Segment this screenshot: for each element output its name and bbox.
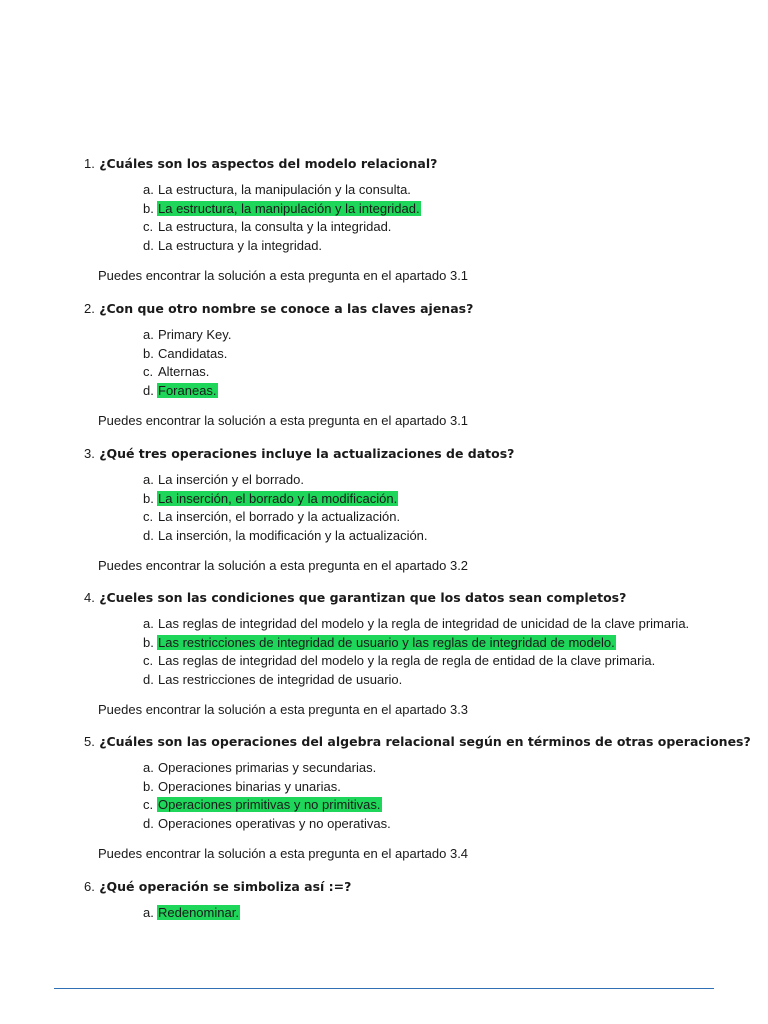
answer-option <box>143 490 724 509</box>
option-letter: d. <box>143 816 154 832</box>
question-title <box>84 446 724 462</box>
answer-option <box>143 237 724 256</box>
question-number: 3. <box>84 446 95 461</box>
solution-hint: Puedes encontrar la solución a esta pregunta en el apartado 3.4 <box>98 845 469 861</box>
answer-option <box>143 671 724 690</box>
answer-options <box>143 471 724 546</box>
option-letter: b. <box>143 778 154 794</box>
answer-options <box>143 904 724 923</box>
option-text: Operaciones primarias y secundarias. <box>158 760 377 775</box>
question-title <box>84 301 724 317</box>
question-text: ¿Cueles son las condiciones que garantizan que los datos sean completos? <box>99 590 627 605</box>
correct-answer-highlight: Foraneas. <box>158 383 217 399</box>
answer-option <box>143 218 724 237</box>
footer-divider <box>54 988 714 989</box>
option-text: Las reglas de integridad del modelo y la regla de integridad de unicidad de la clave primaria. <box>158 616 690 631</box>
option-letter: c. <box>143 364 154 380</box>
option-letter: d. <box>143 528 154 544</box>
answer-options <box>143 326 724 401</box>
option-text: Primary Key. <box>158 327 232 342</box>
answer-option <box>143 345 724 364</box>
option-letter: a. <box>143 327 154 342</box>
option-letter: a. <box>143 182 154 197</box>
answer-option <box>143 652 724 671</box>
solution-hint: Puedes encontrar la solución a esta pregunta en el apartado 3.1 <box>98 412 469 428</box>
option-text: Operaciones operativas y no operativas. <box>158 816 391 832</box>
answer-options <box>143 759 724 834</box>
option-letter: b. <box>143 200 154 216</box>
correct-answer-highlight: La inserción, el borrado y la modificación. <box>158 490 398 506</box>
option-letter: d. <box>143 672 154 688</box>
option-text: Las restricciones de integridad de usuario. <box>158 672 403 688</box>
question-title <box>84 734 751 750</box>
option-letter: a. <box>143 760 154 775</box>
question-number: 1. <box>84 156 95 171</box>
option-text: La inserción, el borrado y la actualización. <box>158 509 401 525</box>
option-letter: a. <box>143 616 154 631</box>
question-6 <box>84 879 724 923</box>
option-letter: c. <box>143 509 154 525</box>
answer-option <box>143 471 724 490</box>
question-text: ¿Cuáles son las operaciones del algebra relacional según en términos de otras operaciones? <box>99 734 751 749</box>
question-title <box>84 590 724 606</box>
question-4 <box>84 590 724 718</box>
answer-option <box>143 615 724 634</box>
option-text: Alternas. <box>158 364 210 380</box>
question-number: 2. <box>84 301 95 316</box>
question-3 <box>84 446 724 574</box>
answer-options <box>143 181 724 256</box>
correct-answer-highlight: Redenominar. <box>158 905 239 920</box>
question-title <box>84 879 724 895</box>
answer-option <box>143 796 724 815</box>
question-text: ¿Qué tres operaciones incluye la actualizaciones de datos? <box>99 446 515 461</box>
answer-option <box>143 527 724 546</box>
option-text: Operaciones binarias y unarias. <box>158 778 341 794</box>
question-number: 5. <box>84 734 95 749</box>
answer-option <box>143 326 724 345</box>
option-letter: b. <box>143 490 154 506</box>
question-text: ¿Con que otro nombre se conoce a las claves ajenas? <box>99 301 474 316</box>
question-number: 4. <box>84 590 95 605</box>
answer-option <box>143 778 724 797</box>
question-title <box>84 156 724 172</box>
answer-options <box>143 615 724 690</box>
correct-answer-highlight: La estructura, la manipulación y la integridad. <box>158 200 420 216</box>
option-text: Candidatas. <box>158 345 228 361</box>
option-text: La estructura y la integridad. <box>158 238 323 254</box>
option-letter: d. <box>143 238 154 254</box>
question-text: ¿Qué operación se simboliza así :=? <box>99 879 352 894</box>
option-letter: c. <box>143 653 154 669</box>
solution-hint: Puedes encontrar la solución a esta pregunta en el apartado 3.3 <box>98 701 469 717</box>
option-text: La inserción y el borrado. <box>158 472 304 487</box>
correct-answer-highlight: Operaciones primitivas y no primitivas. <box>158 797 381 813</box>
correct-answer-highlight: Las restricciones de integridad de usuario y las reglas de integridad de modelo. <box>158 634 615 650</box>
answer-option <box>143 815 724 834</box>
option-letter: d. <box>143 383 154 399</box>
solution-hint: Puedes encontrar la solución a esta pregunta en el apartado 3.2 <box>98 557 469 573</box>
answer-option <box>143 508 724 527</box>
answer-option <box>143 634 724 653</box>
option-text: La inserción, la modificación y la actualización. <box>158 528 428 544</box>
answer-option <box>143 181 724 200</box>
question-1 <box>84 156 724 284</box>
option-letter: a. <box>143 905 154 920</box>
option-text: La estructura, la consulta y la integridad. <box>158 219 392 235</box>
option-letter: a. <box>143 472 154 487</box>
question-number: 6. <box>84 879 95 894</box>
answer-option <box>143 382 724 401</box>
answer-option <box>143 200 724 219</box>
option-text: Las reglas de integridad del modelo y la regla de regla de entidad de la clave primaria. <box>158 653 656 669</box>
option-text: La estructura, la manipulación y la consulta. <box>158 182 411 197</box>
question-text: ¿Cuáles son los aspectos del modelo relacional? <box>99 156 438 171</box>
option-letter: c. <box>143 797 154 813</box>
option-letter: c. <box>143 219 154 235</box>
solution-hint: Puedes encontrar la solución a esta pregunta en el apartado 3.1 <box>98 267 469 283</box>
option-letter: b. <box>143 634 154 650</box>
option-letter: b. <box>143 345 154 361</box>
answer-option <box>143 904 724 923</box>
answer-option <box>143 363 724 382</box>
question-5 <box>84 734 751 862</box>
question-2 <box>84 301 724 429</box>
answer-option <box>143 759 724 778</box>
